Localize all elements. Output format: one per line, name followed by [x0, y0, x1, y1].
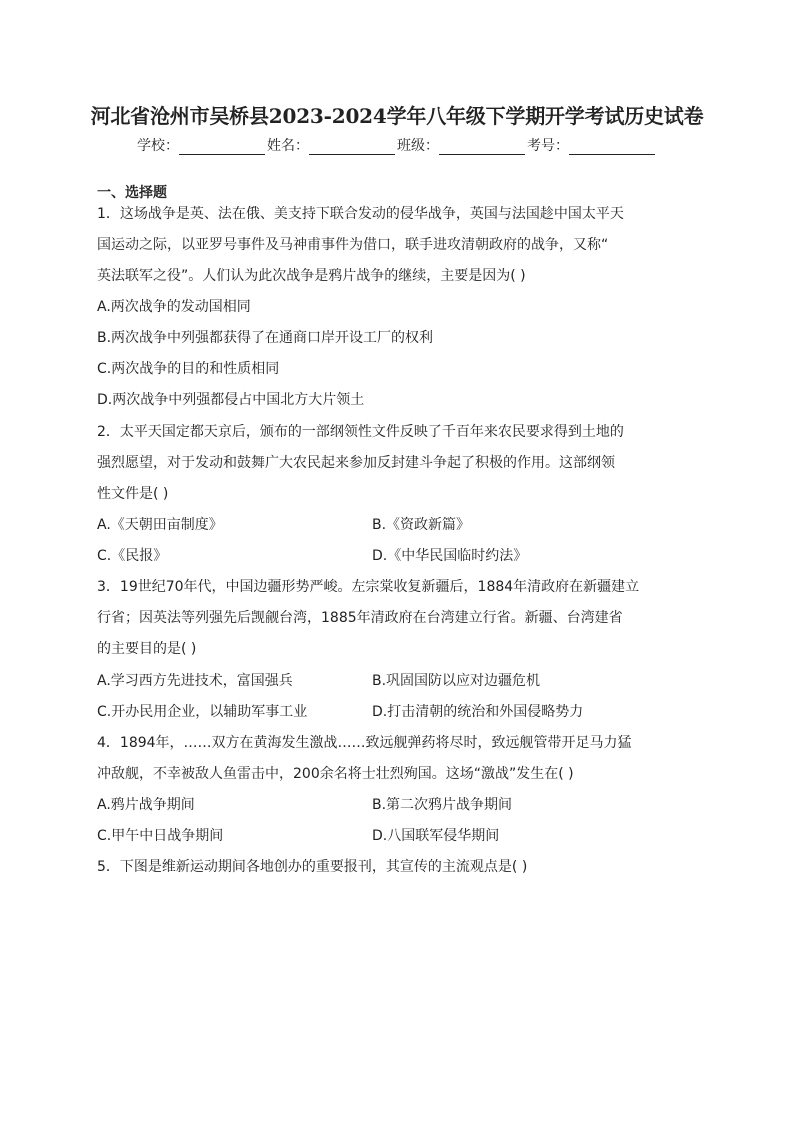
q3-stem-line2: 行省；因英法等列强先后觊觎台湾，1885年清政府在台湾建立行省。新疆、台湾建省 — [97, 610, 623, 626]
q1-option-d: D.两次战争中列强都侵占中国北方大片领土 — [97, 392, 365, 408]
q2-stem-line3: 性文件是( ) — [97, 486, 169, 502]
q2-option-b: B.《资政新篇》 — [372, 517, 471, 533]
class-field — [397, 135, 527, 155]
q1-option-b: B.两次战争中列强都获得了在通商口岸开设工厂的权利 — [97, 330, 434, 346]
q4-stem-line1: 4．1894年，……双方在黄海发生激战……致远舰弹药将尽时，致远舰管带开足马力猛 — [97, 735, 632, 751]
q3-stem-line3: 的主要目的是( ) — [97, 641, 197, 657]
q2-option-a: A.《天朝田亩制度》 — [97, 517, 223, 533]
number-field — [527, 135, 657, 155]
section-title: 一、选择题 — [97, 185, 167, 201]
school-blank — [179, 140, 265, 155]
q1-stem-line1: 1．这场战争是英、法在俄、美支持下联合发动的侵华战争，英国与法国趁中国太平天 — [97, 206, 624, 222]
number-label: 考号： — [527, 138, 569, 154]
name-label: 姓名： — [267, 138, 309, 154]
q4-stem-line2: 冲敌舰，不幸被敌人鱼雷击中，200余名将士壮烈殉国。这场“激战”发生在( ) — [97, 766, 574, 782]
q4-option-a: A.鸦片战争期间 — [97, 797, 195, 813]
q1-stem-line3: 英法联军之役”。人们认为此次战争是鸦片战争的继续，主要是因为( ) — [97, 268, 526, 284]
class-label: 班级： — [397, 138, 439, 154]
q4-option-c: C.甲午中日战争期间 — [97, 828, 224, 844]
q1-stem-line2: 国运动之际，以亚罗号事件及马神甫事件为借口，联手进攻清朝政府的战争，又称“ — [97, 237, 609, 253]
exam-title: 河北省沧州市吴桥县2023-2024学年八年级下学期开学考试历史试卷 — [90, 104, 704, 128]
class-blank — [439, 140, 525, 155]
q3-option-a: A.学习西方先进技术，富国强兵 — [97, 673, 293, 689]
name-blank — [309, 140, 395, 155]
name-field — [267, 135, 397, 155]
q4-option-d: D.八国联军侵华期间 — [372, 828, 500, 844]
q1-option-c: C.两次战争的目的和性质相同 — [97, 361, 280, 377]
school-field — [137, 135, 267, 155]
q5-stem-line1: 5．下图是维新运动期间各地创办的重要报刊，其宣传的主流观点是( ) — [97, 859, 528, 875]
q2-stem-line1: 2．太平天国定都天京后，颁布的一部纲领性文件反映了千百年来农民要求得到土地的 — [97, 424, 624, 440]
q2-option-d: D.《中华民国临时约法》 — [372, 548, 528, 564]
school-label: 学校： — [137, 138, 179, 154]
q1-option-a: A.两次战争的发动国相同 — [97, 299, 251, 315]
q2-stem-line2: 强烈愿望，对于发动和鼓舞广大农民起来参加反封建斗争起了积极的作用。这部纲领 — [97, 455, 615, 471]
student-info-line — [0, 135, 794, 155]
q4-option-b: B.第二次鸦片战争期间 — [372, 797, 513, 813]
number-blank — [569, 140, 655, 155]
q3-option-b: B.巩固国防以应对边疆危机 — [372, 673, 541, 689]
q3-stem-line1: 3．19世纪70年代，中国边疆形势严峻。左宗棠收复新疆后，1884年清政府在新疆建立 — [97, 579, 640, 595]
q3-option-c: C.开办民用企业，以辅助军事工业 — [97, 704, 308, 720]
q3-option-d: D.打击清朝的统治和外国侵略势力 — [372, 704, 584, 720]
q2-option-c: C.《民报》 — [97, 548, 168, 564]
